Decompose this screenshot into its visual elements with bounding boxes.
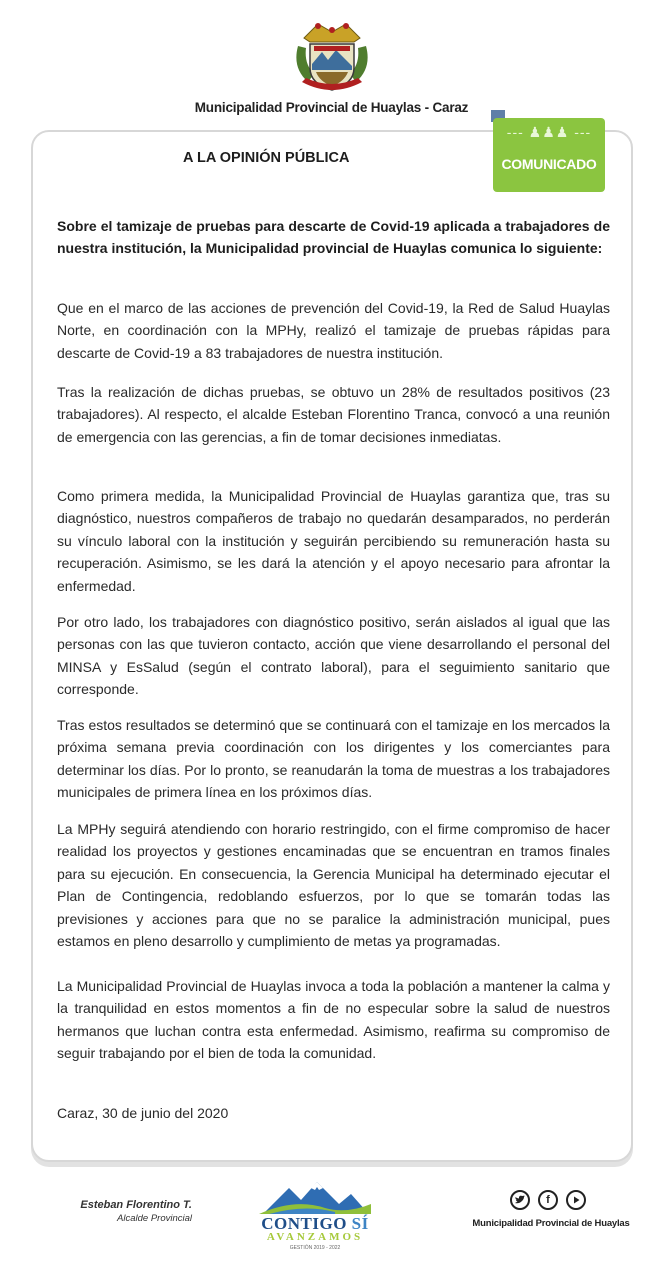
badge-label: COMUNICADO [501,156,597,172]
municipality-title: Municipalidad Provincial de Huaylas - Caraz [194,100,469,115]
youtube-icon[interactable] [566,1190,586,1210]
logo-tagline: AVANZAMOS [266,1231,364,1243]
coat-of-arms-icon [294,20,370,94]
body-paragraph-4: Por otro lado, los trabajadores con diagnóstico positivo, serán aislados al igual que las personas con las que tuvieron contacto, acción que viene desarrollando el personal del MINSA y EsSalud (según el contrato laboral), para el seguimiento sanitario que corresponde. [57,614,610,698]
badge-body [493,118,605,192]
logo-period: GESTIÓN 2019 - 2022 [289,1245,341,1251]
body-paragraph-6: La MPHy seguirá atendiendo con horario restringido, con el firme compromiso de hacer realidad los proyectos y gestiones encaminadas que se encuentran en tramos finales para su ejecución. En consecuencia, la Gerencia Municipal ha determinado ejecutar el Plan de Contingencia, redoblando esfuerzos, por lo que se tomarán todas las previsiones y acciones para que no se paralice la administración municipal, pues estamos en pleno desarrollo y cumplimiento de metas ya programadas. [57,821,610,950]
twitter-icon[interactable] [510,1190,530,1210]
body-paragraph-7: La Municipalidad Provincial de Huaylas invoca a toda la población a mantener la calma y la tranquilidad en estos momentos a fin de no especular sobre la salud de nuestros hermanos que luchan contra esta enfermedad. Asimismo, reafirma su compromiso de seguir trabajando por el bien de toda la comunidad. [57,978,610,1062]
contigo-si-logo-icon [255,1178,375,1214]
signatory-name: Esteban Florentino T. [80,1199,192,1211]
comunicado-badge [491,110,611,192]
intro-paragraph: Sobre el tamizaje de pruebas para descarte de Covid-19 aplicada a trabajadores de nuestra institución, la Municipalidad provincial de Huaylas comunica lo siguiente: [57,218,610,257]
body-paragraph-2: Tras la realización de dichas pruebas, se obtuvo un 28% de resultados positivos (23 trabajadores). Al respecto, el alcalde Esteban Florentino Tranca, convocó a una reunión de emergencia con las gerencias, a fin de tomar decisiones inmediatas. [57,384,610,445]
logo-word: CONTIGO [261,1214,347,1233]
social-links [510,1190,590,1214]
date-line: Caraz, 30 de junio del 2020 [57,1105,229,1121]
signatory-block [72,1199,192,1224]
signatory-role: Alcalde Provincial [117,1213,192,1224]
body-paragraph-3: Como primera medida, la Municipalidad Provincial de Huaylas garantiza que, tras su diagnóstico, nuestros compañeros de trabajo no quedarán desamparados, no perderán su vínculo laboral con la institución y seguirán percibiendo su remuneración hasta su recuperación. Asimismo, se les dará la atención y el apoyo necesario para afrontar la enfermedad. [57,488,610,594]
logo-word-accent: SÍ [351,1214,369,1233]
footer-municipality: Municipalidad Provincial de Huaylas [472,1218,630,1229]
document-headline: A LA OPINIÓN PÚBLICA [183,150,350,166]
body-paragraph-1: Que en el marco de las acciones de prevención del Covid-19, la Red de Salud Huaylas Norte, en coordinación con la MPHy, realizó el tamizaje de pruebas rápidas para descarte de Covid-19 a 83 trabajadores de nuestra institución. [57,300,610,361]
body-paragraph-5: Tras estos resultados se determinó que se continuará con el tamizaje en los mercados la próxima semana previa coordinación con los dirigentes y los comerciantes para determinar los días. Por lo pronto, se reanudarán la toma de muestras a los trabajadores municipales de primera línea en los próximos días. [57,717,610,801]
facebook-icon[interactable]: f [538,1190,558,1210]
people-icon: --- ♟♟♟ --- [506,124,592,140]
